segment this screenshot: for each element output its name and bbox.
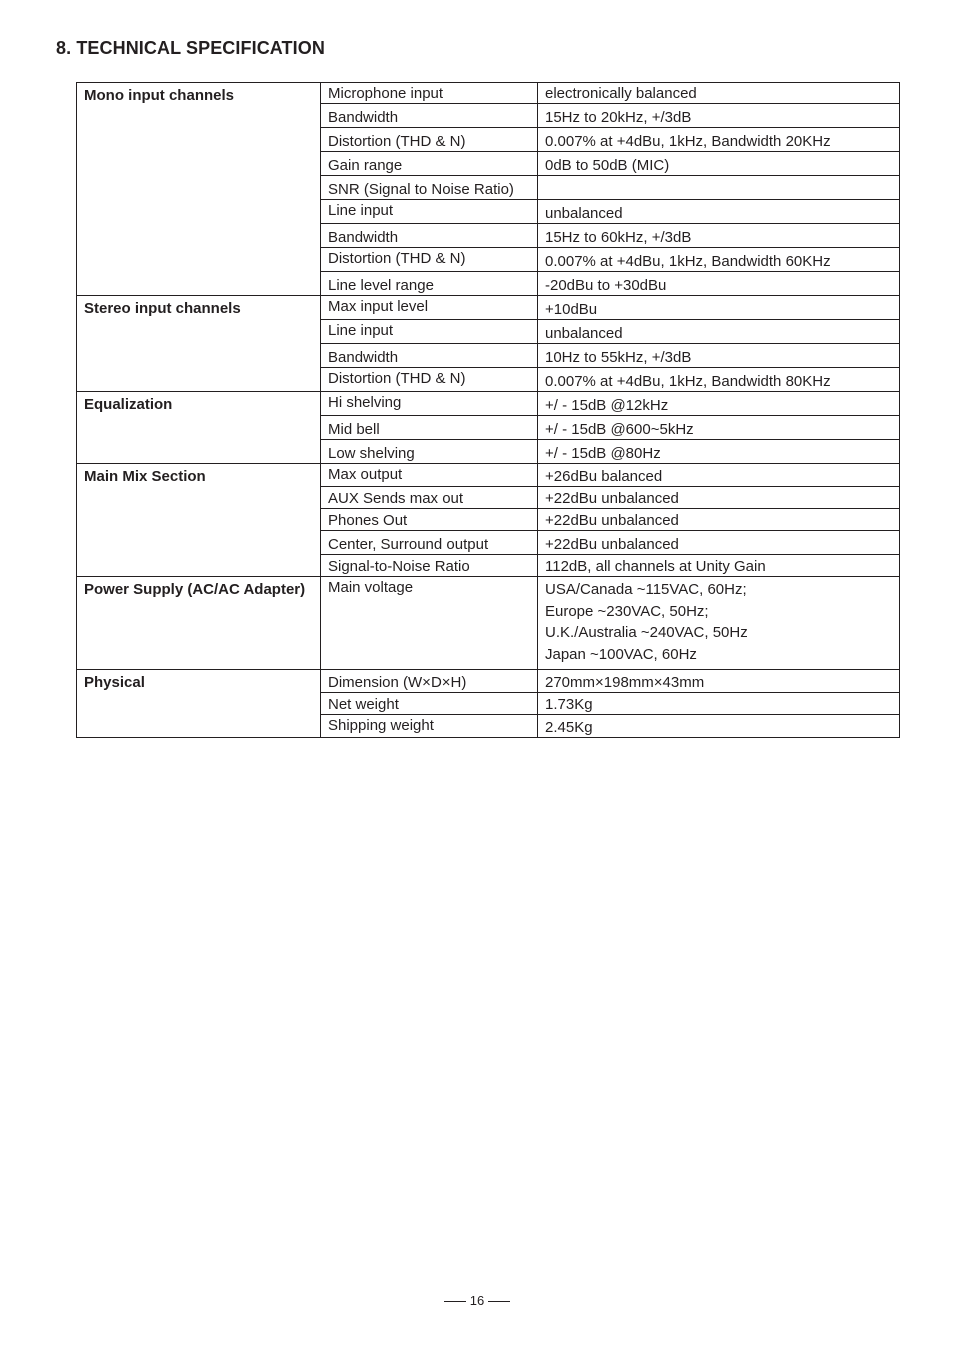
parameter-cell: Dimension (W×D×H)	[321, 670, 538, 693]
parameter-cell: Low shelving	[321, 440, 538, 464]
value-cell: 112dB, all channels at Unity Gain	[538, 555, 900, 577]
page-number: 16	[469, 1293, 485, 1308]
parameter-cell: Net weight	[321, 693, 538, 715]
value-cell: +/ - 15dB @80Hz	[538, 440, 900, 464]
parameter-cell: Signal-to-Noise Ratio	[321, 555, 538, 577]
page-footer	[0, 1293, 954, 1308]
value-cell: +22dBu unbalanced	[538, 487, 900, 509]
value-cell	[538, 577, 900, 670]
value-cell: unbalanced	[538, 200, 900, 224]
section-label: Mono input channels	[77, 83, 321, 296]
parameter-cell: Distortion (THD & N)	[321, 128, 538, 152]
value-cell: 0dB to 50dB (MIC)	[538, 152, 900, 176]
value-line: USA/Canada ~115VAC, 60Hz;	[545, 581, 747, 598]
parameter-cell: Line input	[321, 200, 538, 224]
section-label: Stereo input channels	[77, 296, 321, 392]
value-line: U.K./Australia ~240VAC, 50Hz	[545, 624, 748, 641]
table-row	[77, 670, 900, 693]
page-title: 8. TECHNICAL SPECIFICATION	[56, 38, 325, 58]
parameter-cell: Main voltage	[321, 577, 538, 670]
parameter-cell: Line level range	[321, 272, 538, 296]
value-cell: 0.007% at +4dBu, 1kHz, Bandwidth 80KHz	[538, 368, 900, 392]
specification-table	[76, 82, 900, 738]
value-cell: +26dBu balanced	[538, 464, 900, 487]
value-cell: 2.45Kg	[538, 715, 900, 738]
value-cell: electronically balanced	[538, 83, 900, 104]
parameter-cell: Distortion (THD & N)	[321, 368, 538, 392]
section-label: Equalization	[77, 392, 321, 464]
parameter-cell: Max input level	[321, 296, 538, 320]
value-cell: +/ - 15dB @600~5kHz	[538, 416, 900, 440]
section-label: Physical	[77, 670, 321, 738]
parameter-cell: Phones Out	[321, 509, 538, 531]
parameter-cell: Distortion (THD & N)	[321, 248, 538, 272]
value-cell: 0.007% at +4dBu, 1kHz, Bandwidth 60KHz	[538, 248, 900, 272]
value-cell: -20dBu to +30dBu	[538, 272, 900, 296]
parameter-cell: Center, Surround output	[321, 531, 538, 555]
value-cell: 270mm×198mm×43mm	[538, 670, 900, 693]
value-cell: 1.73Kg	[538, 693, 900, 715]
value-cell: 10Hz to 55kHz, +/3dB	[538, 344, 900, 368]
table-row	[77, 392, 900, 416]
value-cell: +22dBu unbalanced	[538, 509, 900, 531]
value-cell: +/ - 15dB @12kHz	[538, 392, 900, 416]
value-cell	[538, 176, 900, 200]
parameter-cell: Microphone input	[321, 83, 538, 104]
parameter-cell: Line input	[321, 320, 538, 344]
parameter-cell: Hi shelving	[321, 392, 538, 416]
parameter-cell: SNR (Signal to Noise Ratio)	[321, 176, 538, 200]
parameter-cell: AUX Sends max out	[321, 487, 538, 509]
parameter-cell: Gain range	[321, 152, 538, 176]
table-row	[77, 577, 900, 670]
table-row	[77, 296, 900, 320]
parameter-cell: Bandwidth	[321, 344, 538, 368]
parameter-cell: Bandwidth	[321, 224, 538, 248]
parameter-cell: Max output	[321, 464, 538, 487]
table-row	[77, 83, 900, 104]
table-row	[77, 464, 900, 487]
value-cell: 0.007% at +4dBu, 1kHz, Bandwidth 20KHz	[538, 128, 900, 152]
value-cell: unbalanced	[538, 320, 900, 344]
value-line: Japan ~100VAC, 60Hz	[545, 645, 697, 663]
section-label: Power Supply (AC/AC Adapter)	[77, 577, 321, 670]
parameter-cell: Bandwidth	[321, 104, 538, 128]
section-label: Main Mix Section	[77, 464, 321, 577]
parameter-cell: Shipping weight	[321, 715, 538, 738]
footer-rule-right	[488, 1301, 510, 1302]
value-cell: +10dBu	[538, 296, 900, 320]
footer-rule-left	[444, 1301, 466, 1302]
parameter-cell: Mid bell	[321, 416, 538, 440]
value-cell: +22dBu unbalanced	[538, 531, 900, 555]
value-cell: 15Hz to 60kHz, +/3dB	[538, 224, 900, 248]
value-line: Europe ~230VAC, 50Hz;	[545, 602, 709, 620]
value-cell: 15Hz to 20kHz, +/3dB	[538, 104, 900, 128]
